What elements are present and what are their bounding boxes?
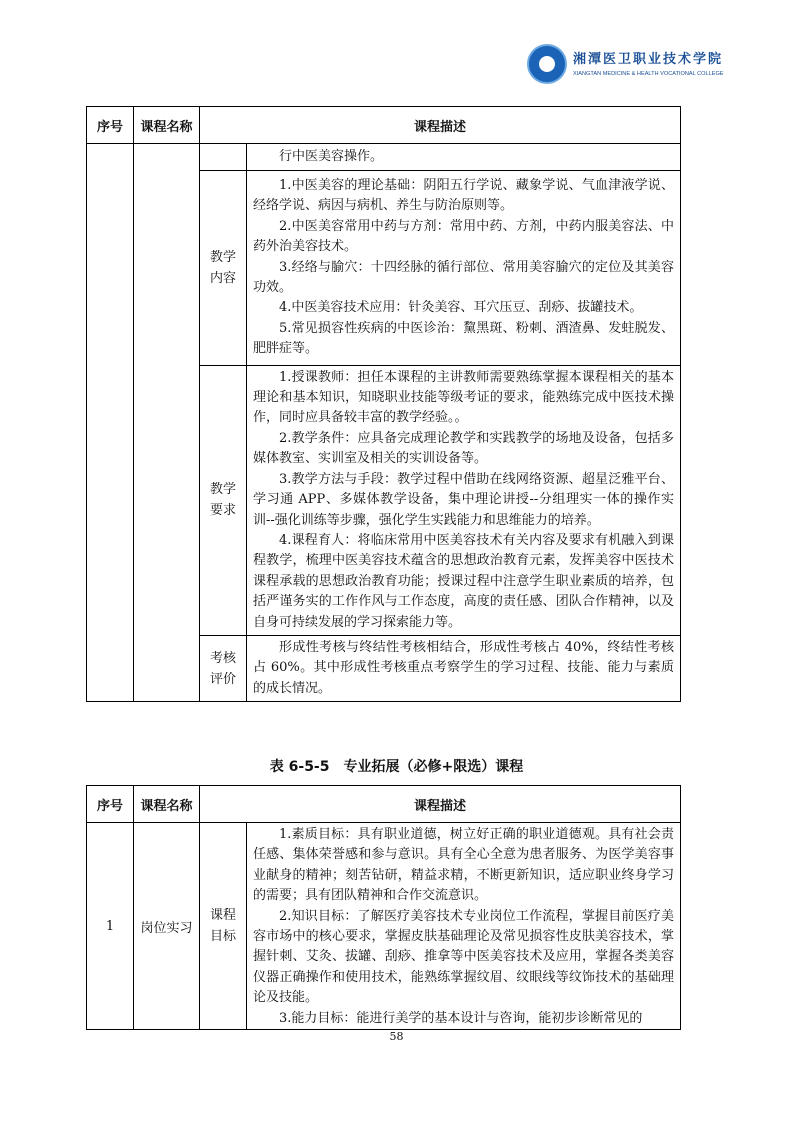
table-header-row (87, 786, 681, 823)
table-row (87, 823, 681, 1030)
description-text: 3.教学方法与手段：教学过程中借助在线网络资源、超星泛雅平台、学习通 APP、多媒体教学设备，集中理论讲授--分组理实一体的操作实训--强化训练等步骤，强化学生实践能力和思维能力的培养。 (253, 471, 674, 528)
table-header-row (87, 107, 681, 144)
description-cell (247, 823, 681, 1030)
course-table-professional-extension (86, 785, 681, 1030)
header-course-name: 课程名称 (134, 107, 200, 144)
description-text: 4.课程育人：将临床常用中医美容技术有关内容及要求有机融入到课程教学，梳理中医美容技术蕴含的思想政治教育元素，发挥美容中医技术课程承载的思想政治教育功能；授课过程中注意学生职业素质的培养，包括严谨务实的工作作风与工作态度，高度的责任感、团队合作精神，以及自身可持续发展的学习探索能力等。 (253, 532, 674, 630)
logo-name-cn: 湘潭医卫职业技术学院 (573, 52, 724, 67)
description-text: 2.中医美容常用中药与方剂：常用中药、方剂，中药内服美容法、中药外治美容技术。 (253, 218, 674, 255)
sub-label-assessment: 考核 评价 (200, 635, 247, 701)
sub-label-course-objectives: 课程 目标 (200, 823, 247, 1030)
header-index: 序号 (87, 786, 134, 823)
description-text: 3.经络与腧穴：十四经脉的循行部位、常用美容腧穴的定位及其美容功效。 (253, 259, 674, 296)
college-logo (527, 44, 735, 88)
sub-label-teaching-content: 教学 内容 (200, 171, 247, 366)
header-course-name: 课程名称 (134, 786, 200, 823)
course-name-cell (134, 144, 200, 702)
sub-label-cell (200, 144, 247, 171)
description-text: 1.素质目标：具有职业道德，树立好正确的职业道德观。具有社会责任感、集体荣誉感和参与意识。具有全心全意为患者服务、为医学美容事业献身的精神；刻苦钻研，精益求精，不断更新知识，适应职业终身学习的需要；具有团队精神和合作交流意识。 (253, 827, 674, 904)
page-number: 58 (389, 1030, 404, 1043)
index-cell (87, 144, 134, 702)
logo-name-en: XIANGTAN MEDICINE & HEALTH VOCATIONAL COLLEGE (573, 71, 724, 77)
description-cell (247, 144, 681, 171)
description-text: 形成性考核与终结性考核相结合，形成性考核占 40%，终结性考核占 60%。其中形成性考核重点考察学生的学习过程、技能、能力与素质的成长情况。 (253, 639, 674, 696)
description-cell (247, 171, 681, 366)
table-caption: 表 6-5-5 专业拓展（必修+限选）课程 (269, 759, 524, 775)
description-text: 1.授课教师：担任本课程的主讲教师需要熟练掌握本课程相关的基本理论和基本知识，知晓职业技能等级考证的要求，能熟练完成中医技术操作，同时应具备较丰富的教学经验。。 (253, 369, 674, 426)
description-text: 2.教学条件：应具备完成理论教学和实践教学的场地及设备，包括多媒体教室、实训室及相关的实训设备等。 (253, 430, 674, 467)
table-row (87, 144, 681, 171)
description-text: 4.中医美容技术应用：针灸美容、耳穴压豆、刮痧、拔罐技术。 (279, 300, 643, 316)
header-course-description: 课程描述 (200, 786, 681, 823)
description-text: 5.常见损容性疾病的中医诊治：黧黑斑、粉刺、酒渣鼻、发蛀脱发、肥胖症等。 (253, 320, 674, 357)
description-text: 1.中医美容的理论基础：阴阳五行学说、藏象学说、气血津液学说、经络学说、病因与病机、养生与防治原则等。 (253, 178, 674, 214)
course-table-continued (86, 106, 681, 702)
header-index: 序号 (87, 107, 134, 144)
description-cell (247, 365, 681, 635)
description-text: 行中医美容操作。 (279, 148, 384, 164)
description-text: 2.知识目标：了解医疗美容技术专业岗位工作流程，掌握目前医疗美容市场中的核心要求，掌握皮肤基础理论及常见损容性皮肤美容技术，掌握针刺、艾灸、拔罐、刮痧、推拿等中医美容技术及应用，掌握各类美容仪器正确操作和使用技术，能熟练掌握纹眉、纹眼线等纹饰技术的基础理论及技能。 (253, 908, 674, 1006)
header-course-description: 课程描述 (200, 107, 681, 144)
description-text: 3.能力目标：能进行美学的基本设计与咨询，能初步诊断常见的 (279, 1010, 643, 1026)
sub-label-teaching-requirements: 教学 要求 (200, 365, 247, 635)
college-emblem-icon (527, 44, 567, 84)
description-cell (247, 635, 681, 701)
index-cell: 1 (87, 823, 134, 1030)
course-name-cell: 岗位实习 (134, 823, 200, 1030)
